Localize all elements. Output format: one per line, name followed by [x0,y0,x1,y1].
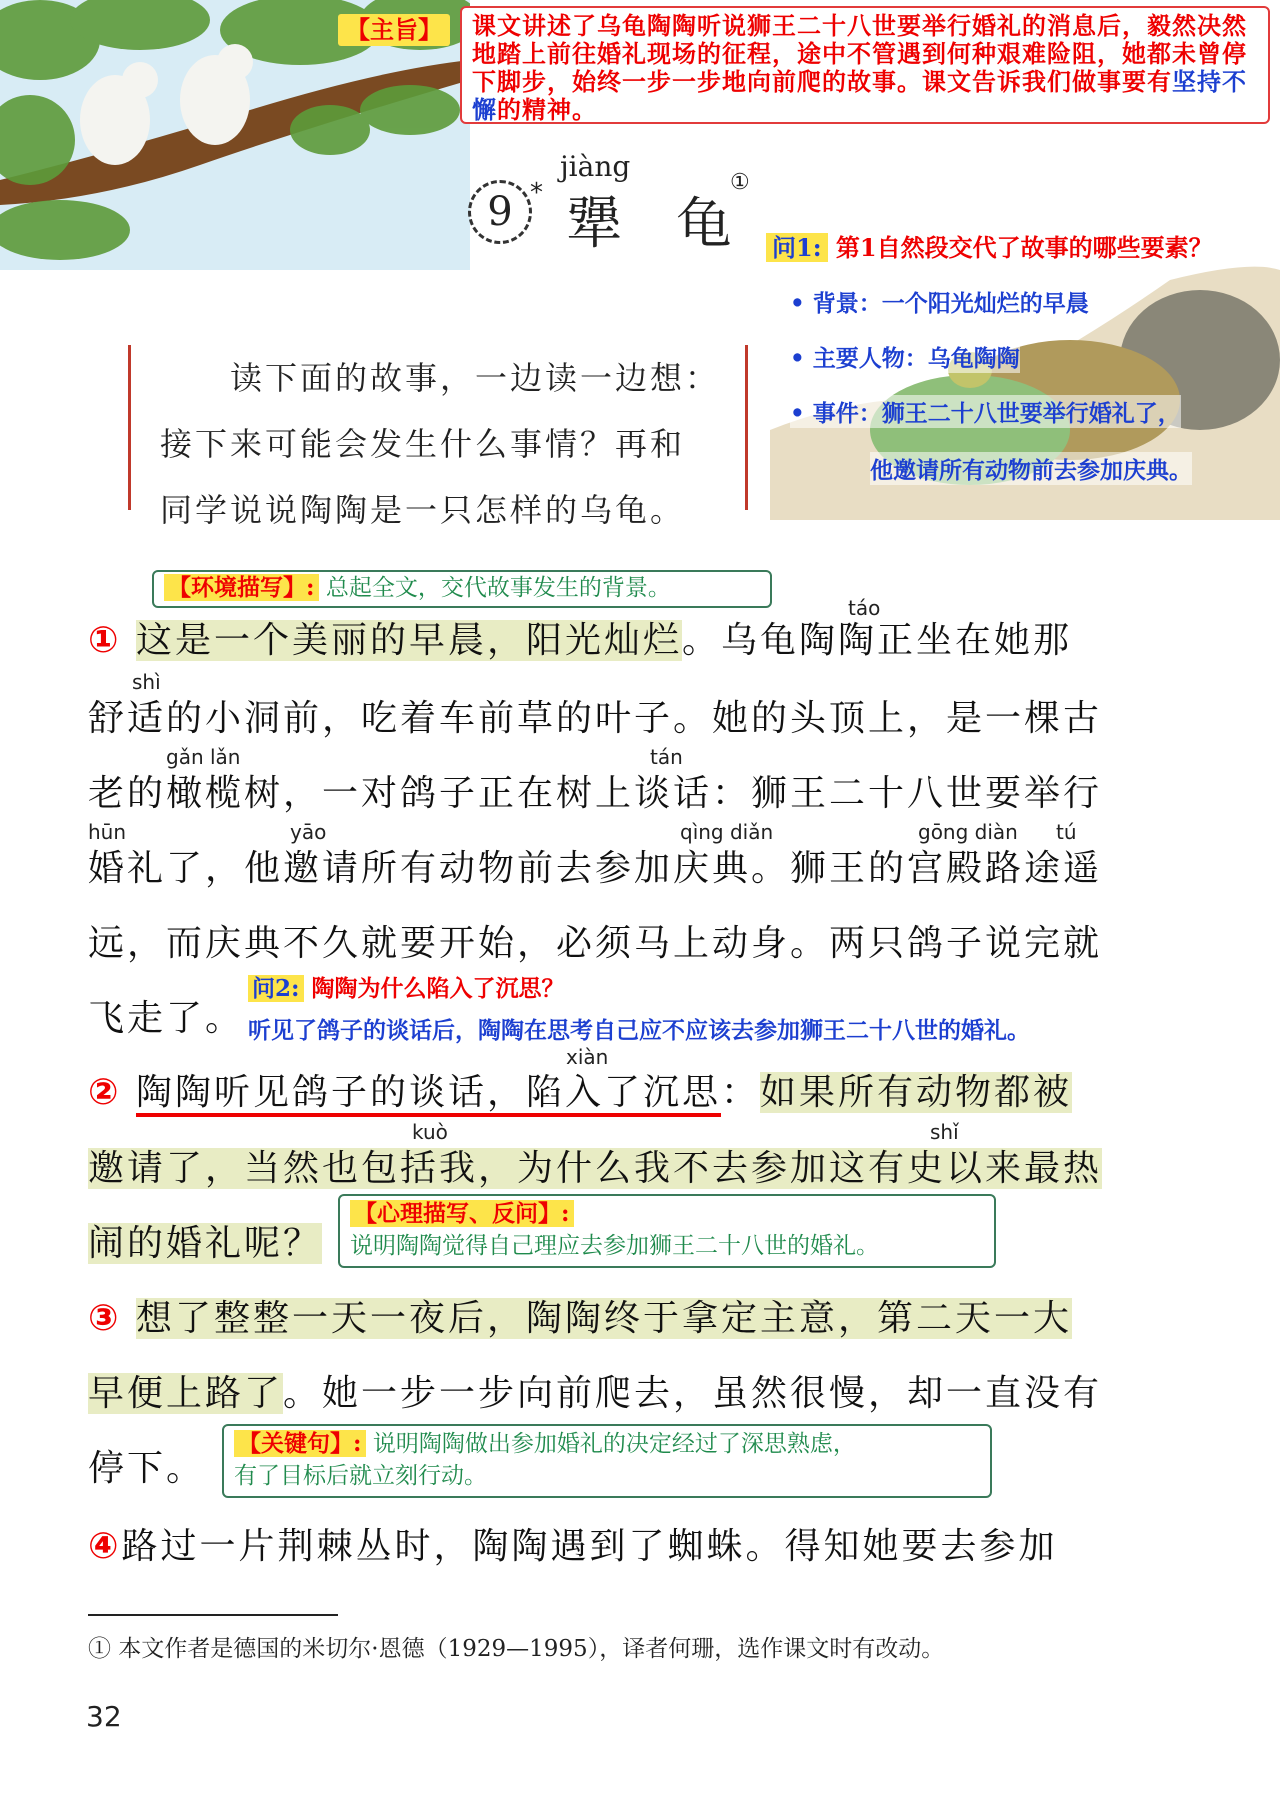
p2-line-2-text: 邀请了，当然也包括我，为什么我不去参加这有史以来最热 [88,1148,1103,1189]
paragraph-number-3: ③ [88,1298,122,1339]
footnote-rule [88,1614,338,1616]
p1-line-1-rest: 。乌龟陶陶正坐在她那 [681,620,1072,661]
annotation-key-sentence [222,1424,992,1498]
p1-line-3: 老的橄榄树，一对鸽子正在树上谈话：狮王二十八世要举行 [88,773,1103,814]
pinyin-qingdian: qìng diǎn [680,820,774,844]
lesson-number: 9 [468,180,532,244]
prompt-line-1: 读下面的故事，一边读一边想： [230,359,721,397]
question-2-answer: 听见了鸽子的谈话后，陶陶在思考自己应不应该去参加狮王二十八世的婚礼。 [248,1017,1030,1044]
q1-item-character: • 主要人物：乌龟陶陶 [790,340,1020,373]
summary-text-end: 的精神。 [497,95,597,124]
annotation-key-sentence-text: 说明陶陶做出参加婚礼的决定经过了深思熟虑， [372,1431,856,1457]
annotation-key-sentence-tag: 【关键句】: [234,1430,366,1457]
paragraph-number-2: ② [88,1072,122,1113]
pinyin-tan: tán [650,745,683,769]
summary-box [460,6,1270,124]
paragraph-number-4: ④ [88,1526,122,1567]
p1-highlight: 这是一个美丽的早晨，阳光灿烂 [135,620,682,661]
p2-highlight: 如果所有动物都被 [759,1072,1072,1113]
annotation-psychology [338,1194,996,1268]
question-2-tag: 问2: [248,975,304,1002]
p1-line-4: 婚礼了，他邀请所有动物前去参加庆典。狮王的宫殿路途遥 [88,848,1103,889]
pinyin-yao: yāo [290,820,327,844]
q1-item-event: • 事件：狮王二十八世要举行婚礼了， [790,395,1181,428]
pinyin-tu: tú [1056,820,1077,844]
pinyin-kuo: kuò [412,1120,448,1144]
summary-text: 课文讲述了乌龟陶陶听说狮王二十八世要举行婚礼的消息后，毅然决然地踏上前往婚礼现场的征程，途中不管遇到何种艰难险阻，她都未曾停下脚步，始终一步一步地向前爬的故事。课文告诉我们做事要有 [472,11,1247,96]
title-char-2: 龟 [676,192,732,257]
title-footnote-mark: ① [730,170,750,195]
footnote: ① 本文作者是德国的米切尔·恩德（1929—1995），译者何珊，选作课文时有改动。 [88,1636,945,1662]
annotation-environment [152,570,772,608]
annotation-environment-text: 总起全文，交代故事发生的背景。 [325,575,671,601]
p1-line-6: 飞走了。 [88,998,245,1039]
annotation-psychology-tag: 【心理描写、反问】: [350,1200,574,1227]
p3-line-1-text: 想了整整一天一夜后，陶陶终于拿定主意，第二天一大 [135,1298,1072,1339]
p3-line-2-rest: 。她一步一步向前爬去，虽然很慢，却一直没有 [283,1373,1103,1414]
p1-line-1 [88,612,1072,663]
annotation-psychology-text: 说明陶陶觉得自己理应去参加狮王二十八世的婚礼。 [350,1233,879,1259]
page-number: 32 [86,1700,122,1733]
p2-line-3-text: 闹的婚礼呢？ [88,1223,323,1264]
pinyin-shi-2: shǐ [930,1120,959,1144]
pinyin-gongdian: gōng diàn [918,820,1018,844]
p3-line-1 [88,1290,1072,1341]
summary-highlight: 坚持不懈 [472,67,1247,124]
pinyin-hun: hūn [88,820,127,844]
pinyin-tao: táo [848,596,881,620]
summary-tag: 【主旨】 [338,14,450,46]
title-char-1: 犟 [566,192,622,257]
p2-line-3 [88,1215,322,1266]
question-1-text: 第1自然段交代了故事的哪些要素？ [835,233,1213,262]
pinyin-shi: shì [132,670,161,694]
annotation-environment-tag: 【环境描写】: [164,574,319,601]
prompt-line-3: 同学说说陶陶是一只怎样的乌龟。 [160,491,686,529]
q1-item-background: • 背景：一个阳光灿烂的早晨 [790,285,1089,318]
paragraph-number-1: ① [88,620,122,661]
reading-prompt [160,345,720,543]
question-2 [248,970,565,1003]
prompt-line-2: 接下来可能会发生什么事情？再和 [160,425,686,463]
p1-line-5: 远，而庆典不久就要开始，必须马上动身。两只鸽子说完就 [88,923,1103,964]
question-1 [766,228,1213,263]
p4-line-1-text: 路过一片荆棘丛时，陶陶遇到了蜘蛛。得知她要去参加 [121,1526,1058,1567]
p3-highlight: 早便上路了 [88,1373,284,1414]
p2-underlined-sentence: 陶陶听见鸽子的谈话，陷入了沉思 [136,1072,721,1117]
p1-line-2: 舒适的小洞前，吃着车前草的叶子。她的头顶上，是一棵古 [88,698,1103,739]
pinyin-xian: xiàn [566,1045,609,1069]
pinyin-ganlan: gǎn lǎn [166,745,241,769]
title-pinyin: jiàng [560,150,631,183]
question-2-text: 陶陶为什么陷入了沉思？ [311,975,565,1002]
question-1-tag: 问1: [766,233,828,262]
p2-line-1 [88,1064,1072,1115]
annotation-key-sentence-text-2: 有了目标后就立刻行动。 [234,1463,487,1489]
p3-line-3: 停下。 [88,1448,206,1489]
lesson-star: * [530,178,543,208]
p2-colon: ： [720,1072,760,1113]
p4-line-1 [88,1518,1058,1569]
q1-item-event-cont: 他邀请所有动物前去参加庆典。 [870,452,1192,485]
p2-line-2 [88,1140,1102,1191]
p3-line-2 [88,1365,1102,1416]
